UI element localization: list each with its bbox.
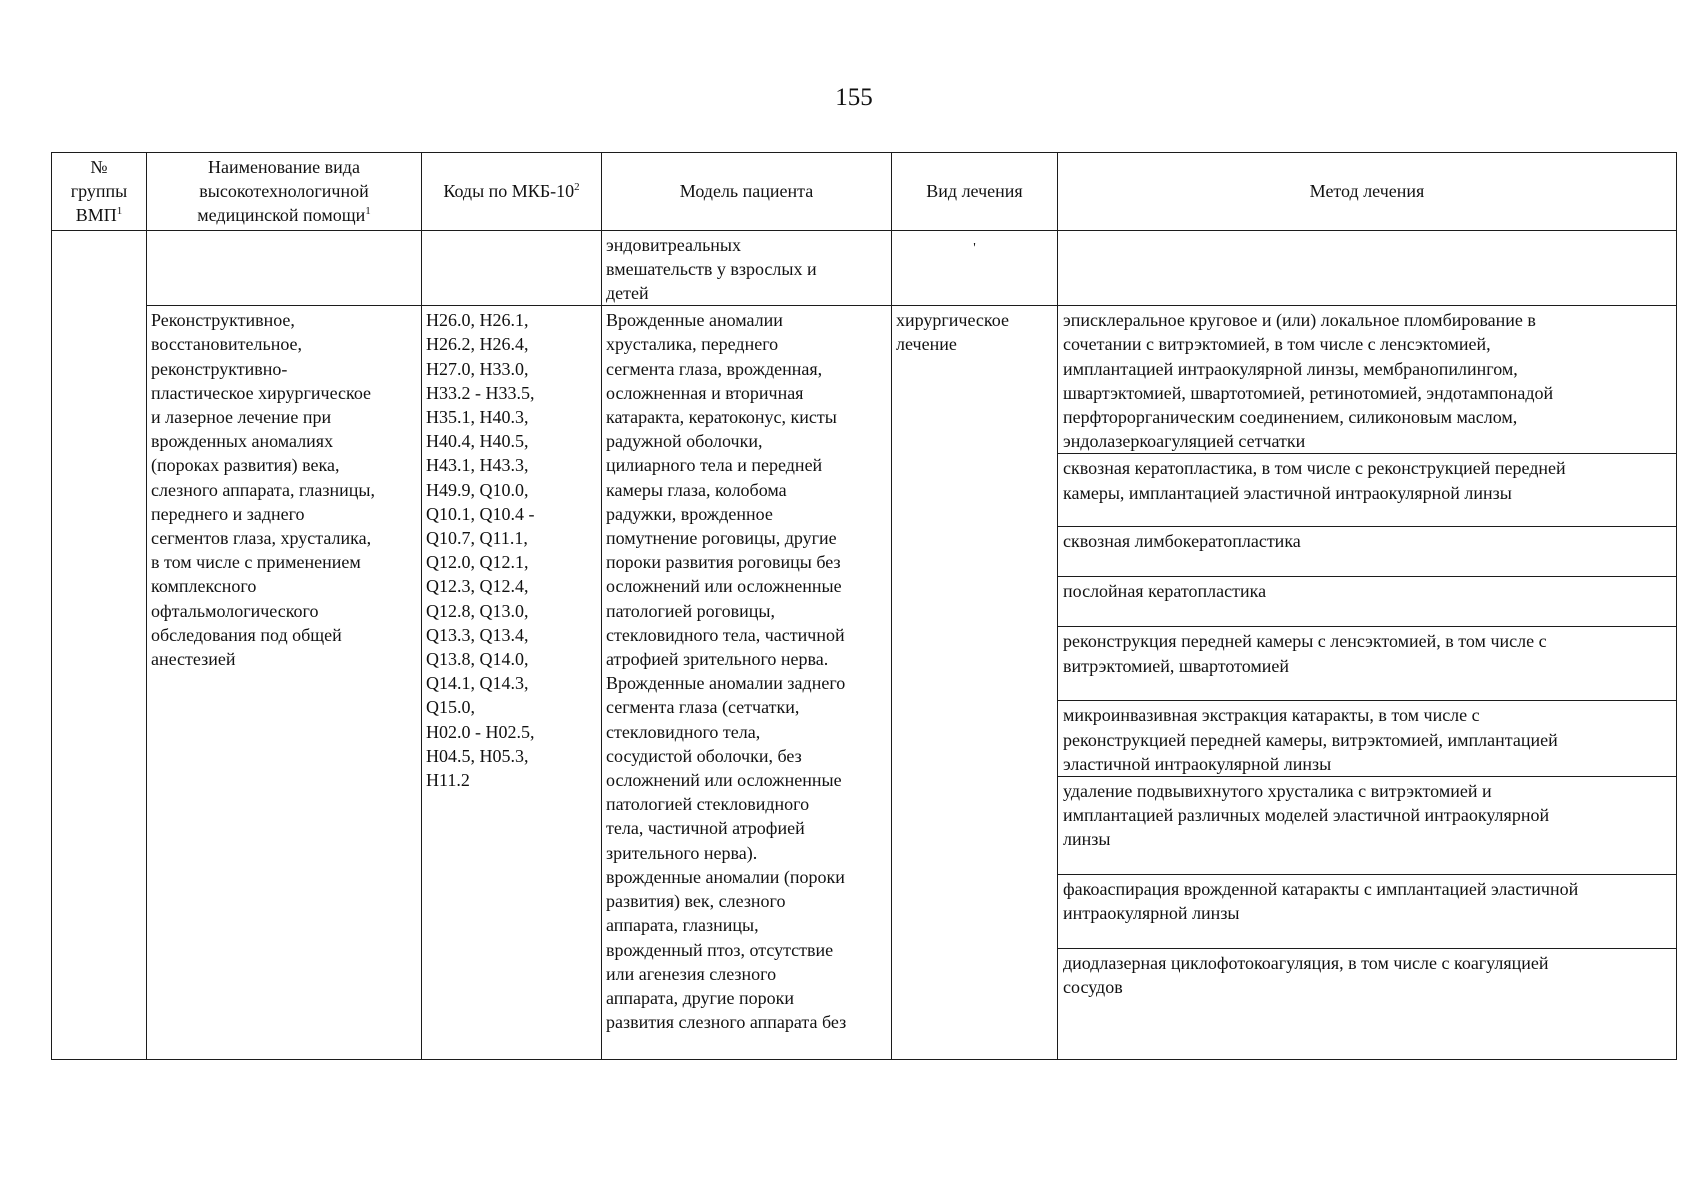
method-8: факоаспирация врожденной катаракты с имплантацией эластичной интраокулярной линзы [1058,875,1677,949]
method-3: сквозная лимбокератопластика [1058,527,1677,577]
table-row [52,306,1677,454]
header-icd-codes: Коды по МКБ-$10^2$ [422,153,602,231]
cell-icd-codes: H26.0, H26.1, H26.2, H26.4, H27.0, H33.0, H33.2 - H33.5, H35.1, H40.3, H40.4, H40.5, H43.1, H43.3, H49.9, Q10.0, Q10.1, Q10.4 - Q10.7, Q11.1, Q12.0, Q12.1, Q12.3, Q12.4, Q12.8, Q13.0, Q13.3, Q13.4, Q13.8, Q14.0, Q14.1, Q14.3, Q15.0, H02.0 - H02.5, H04.5, H05.3, H11.2 [422,306,602,1060]
cell-patient-model-cont: эндовитреальных вмешательств у взрослых и детей [602,230,892,306]
header-care-name: Наименование вида высокотехнологичной медицинской помощи$^1$ [147,153,422,231]
header-row [52,153,1677,231]
vmp-table [51,152,1677,1060]
tick-mark: ' [973,240,976,256]
cell-treatment-type-cont [892,230,1058,306]
cell-group-no [52,230,147,1060]
header-patient-model: Модель пациента [602,153,892,231]
cell-treatment-type: хирургическое лечение [892,306,1058,1060]
continuation-row [52,230,1677,306]
method-9: диодлазерная циклофотокоагуляция, в том числе с коагуляцией сосудов [1058,949,1677,1060]
header-group-no: № группы ВМП$^1$ [52,153,147,231]
cell-icd-codes-cont [422,230,602,306]
method-2: сквозная кератопластика, в том числе с реконструкцией передней камеры, имплантацией эластичной интраокулярной линзы [1058,454,1677,527]
method-5: реконструкция передней камеры с ленсэктомией, в том числе с витрэктомией, швартотомией [1058,627,1677,701]
cell-care-name-cont [147,230,422,306]
method-7: удаление подвывихнутого хрусталика с витрэктомией и имплантацией различных моделей эластичной интраокулярной линзы [1058,777,1677,875]
cell-patient-model: Врожденные аномалии хрусталика, переднего сегмента глаза, врожденная, осложненная и вторичная катаракта, кератоконус, кисты радужной оболочки, цилиарного тела и передней камеры глаза, колобома радужки, врожденное помутнение роговицы, другие пороки развития роговицы без осложнений или осложненные патологией роговицы, стекловидного тела, частичной атрофией зрительного нерва. Врожденные аномалии заднего сегмента глаза (сетчатки, стекловидного тела, сосудистой оболочки, без осложнений или осложненные патологией стекловидного тела, частичной атрофией зрительного нерва). врожденные аномалии (пороки развития) век, слезного аппарата, глазницы, врожденный птоз, отсутствие или агенезия слезного аппарата, другие пороки развития слезного аппарата без [602,306,892,1060]
method-4: послойная кератопластика [1058,577,1677,627]
header-treatment-method: Метод лечения [1058,153,1677,231]
method-6: микроинвазивная экстракция катаракты, в том числе с реконструкцией передней камеры, витрэктомией, имплантацией эластичной интраокулярной линзы [1058,701,1677,777]
header-treatment-type: Вид лечения [892,153,1058,231]
page-number: 155 [835,84,873,111]
method-1: эписклеральное круговое и (или) локальное пломбирование в сочетании с витрэктомией, в том числе с ленсэктомией, имплантацией интраокулярной линзы, мембранопилингом, швартэктомией, швартотомией, ретинотомией, эндотампонадой перфторорганическим соединением, силиконовым маслом, эндолазеркоагуляцией сетчатки [1058,306,1677,454]
cell-treatment-method-cont [1058,230,1677,306]
cell-care-name: Реконструктивное, восстановительное, реконструктивно- пластическое хирургическое и лазерное лечение при врожденных аномалиях (пороках развития) века, слезного аппарата, глазницы, переднего и заднего сегментов глаза, хрусталика, в том числе с применением комплексного офтальмологического обследования под общей анестезией [147,306,422,1060]
